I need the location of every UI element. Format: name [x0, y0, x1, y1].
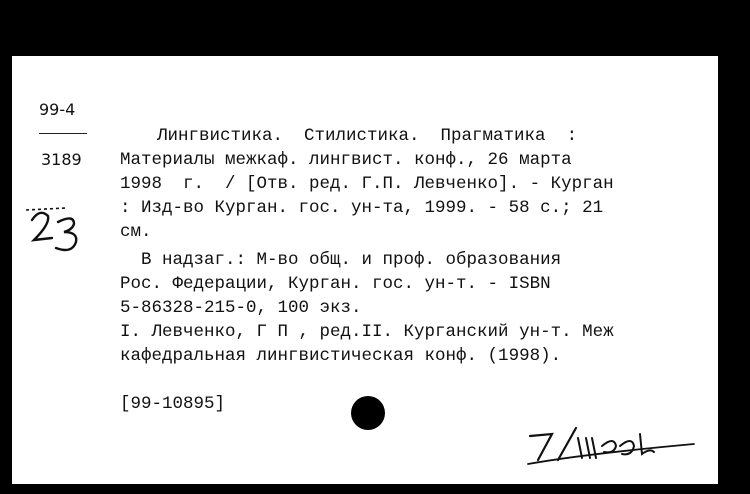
call-number-divider [39, 133, 87, 134]
card-line-1: Лингвистика. Стилистика. Прагматика : [157, 126, 578, 146]
card-line-3: 1998 г. / [Отв. ред. Г.П. Левченко]. - Курган [120, 174, 614, 194]
punch-hole [351, 396, 385, 430]
record-number: [99-10895] [120, 394, 226, 414]
call-number-bottom: 3189 [41, 150, 82, 169]
card-line-5: см. [120, 222, 152, 242]
catalog-card [12, 56, 718, 484]
handwritten-signature [524, 424, 704, 466]
card-line-2: Материалы межкаф. лингвист. конф., 26 марта [120, 150, 572, 170]
card-line-8: 5-86328-215-0, 100 экз. [120, 298, 362, 318]
card-line-9: I. Левченко, Г П , ред.II. Курганский ун-т. Меж [120, 322, 614, 342]
card-line-4: : Изд-во Курган. гос. ун-та, 1999. - 58 с.; 21 [120, 198, 604, 218]
card-line-7: Рос. Федерации, Курган. гос. ун-т. - ISBN [120, 274, 551, 294]
card-line-10: кафедральная лингвистическая конф. (1998). [120, 346, 562, 366]
call-number-top: 99-4 [39, 100, 76, 119]
card-line-6: В надзаг.: М-во общ. и проф. образования [120, 250, 562, 270]
handwritten-mark [26, 206, 96, 256]
